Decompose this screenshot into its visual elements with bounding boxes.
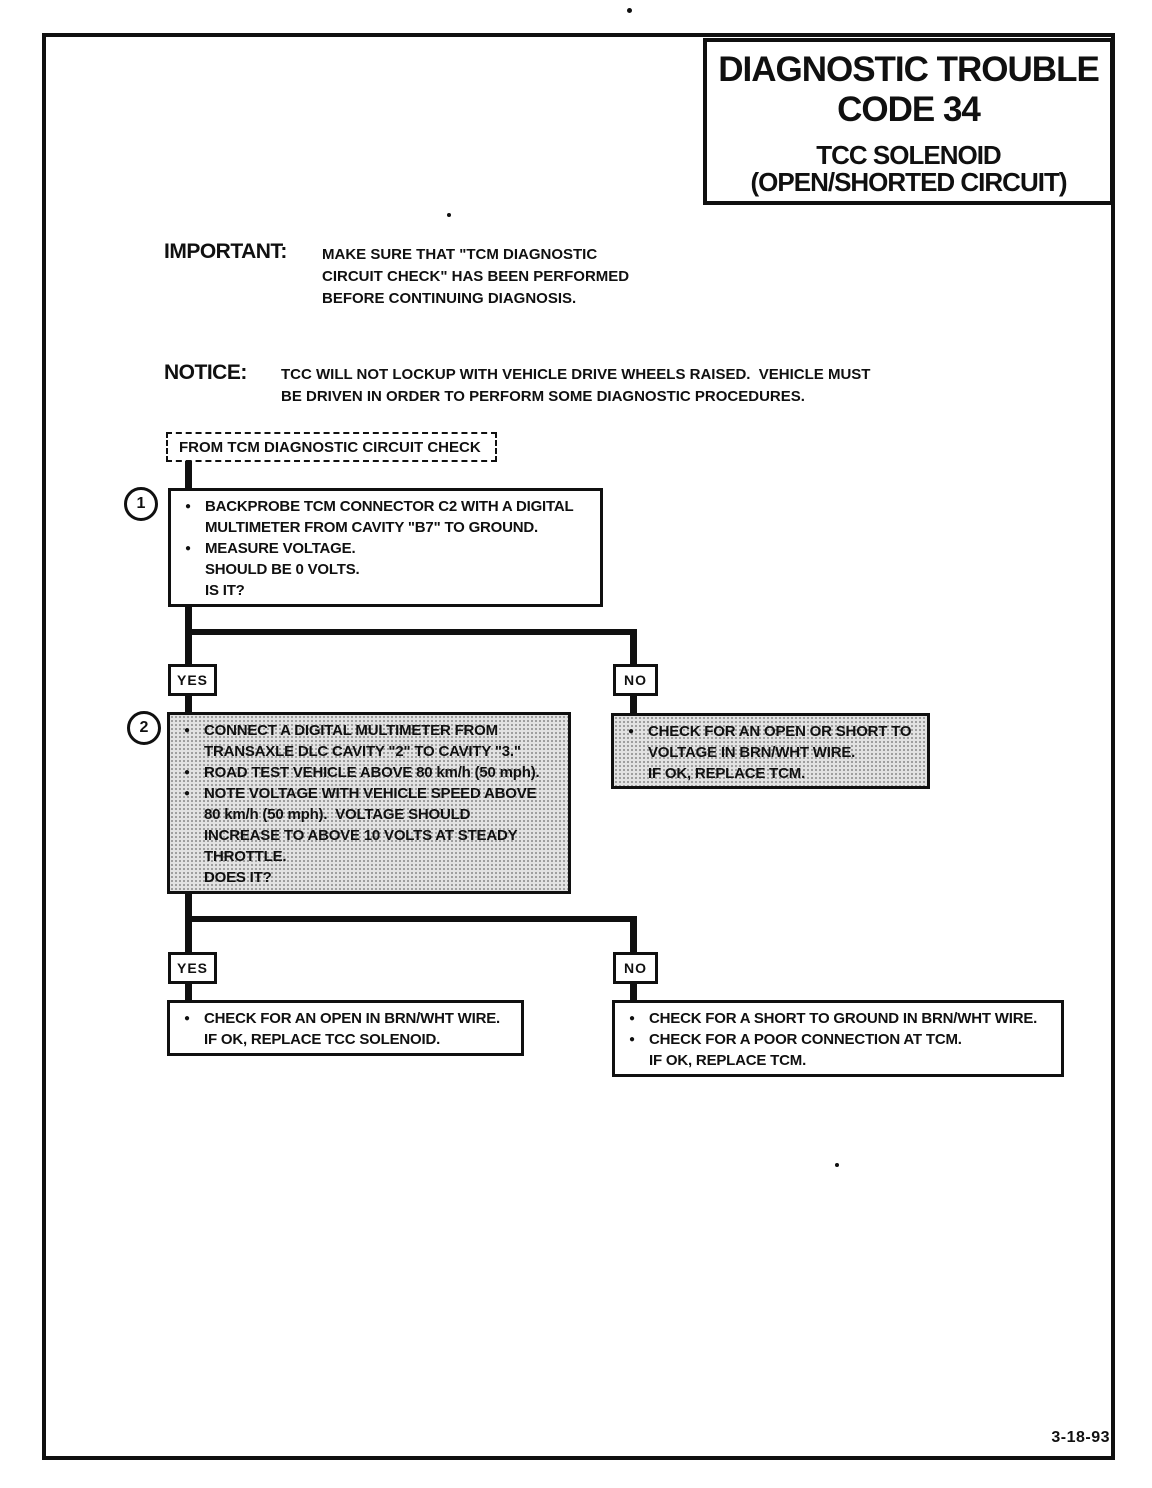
step2-text: ROAD TEST VEHICLE ABOVE 80 km/h (50 mph). (204, 764, 540, 781)
result-row (615, 1029, 1061, 1050)
result-text: IF OK, REPLACE TCM. (648, 765, 806, 782)
step2-row (170, 762, 568, 783)
page-title-line1: DIAGNOSTIC TROUBLE (718, 50, 1099, 89)
step1-row (171, 496, 600, 517)
bullet-icon (184, 867, 204, 888)
bullet-icon: ● (629, 1034, 636, 1045)
yes-box-1 (168, 664, 217, 696)
yes-label: YES (176, 960, 208, 976)
step-number: 2 (139, 719, 149, 736)
bullet-icon (184, 1029, 204, 1050)
result-text: CHECK FOR AN OPEN OR SHORT TO (648, 723, 912, 740)
result-text: VOLTAGE IN BRN/WHT WIRE. (648, 744, 856, 761)
step2-text: 80 km/h (50 mph). VOLTAGE SHOULD (204, 806, 471, 823)
connector-line (185, 984, 192, 1000)
bullet-icon (185, 559, 205, 580)
bullet-icon (629, 1050, 649, 1071)
page-title-line2: CODE 34 (837, 90, 980, 129)
step2-row (170, 825, 568, 846)
result-row (614, 763, 927, 784)
step1-text: MEASURE VOLTAGE. (205, 540, 356, 557)
bullet-icon: ● (185, 501, 192, 512)
bullet-icon (628, 763, 648, 784)
result-yes2-box (167, 1000, 524, 1056)
bullet-icon (185, 580, 205, 601)
connector-line (630, 916, 637, 952)
bullet-icon: ● (184, 725, 191, 736)
step1-text: IS IT? (205, 582, 245, 599)
connector-line (185, 916, 637, 922)
connector-line (185, 696, 192, 713)
flow-step1-box (168, 488, 603, 607)
step2-text: TRANSAXLE DLC CAVITY "2" TO CAVITY "3." (204, 743, 521, 760)
result-row (170, 1008, 521, 1029)
result-row (170, 1029, 521, 1050)
step1-row (171, 538, 600, 559)
step2-text: DOES IT? (204, 869, 272, 886)
connector-line (185, 607, 192, 665)
no-box-1 (613, 664, 658, 696)
step-number: 1 (136, 495, 146, 512)
bullet-icon (184, 825, 204, 846)
step2-row (170, 867, 568, 888)
flow-step2-box (167, 712, 571, 894)
bullet-icon: ● (184, 767, 191, 778)
connector-line (630, 629, 637, 665)
important-line: BEFORE CONTINUING DIAGNOSIS. (322, 290, 577, 307)
step-number-circle-2 (127, 711, 161, 745)
result-text: CHECK FOR A SHORT TO GROUND IN BRN/WHT WIRE. (649, 1010, 1038, 1027)
connector-line (630, 696, 637, 713)
step1-row (171, 580, 600, 601)
bullet-icon: ● (628, 726, 635, 737)
result-text: IF OK, REPLACE TCC SOLENOID. (204, 1031, 441, 1048)
bullet-icon: ● (185, 543, 192, 554)
important-line: MAKE SURE THAT "TCM DIAGNOSTIC (322, 246, 598, 263)
step2-row (170, 741, 568, 762)
bullet-icon (184, 846, 204, 867)
notice-line: BE DRIVEN IN ORDER TO PERFORM SOME DIAGNOSTIC PROCEDURES. (281, 388, 805, 405)
connector-line (185, 894, 192, 952)
notice-text (281, 364, 941, 408)
important-label: IMPORTANT: (164, 240, 287, 263)
result-text: IF OK, REPLACE TCM. (649, 1052, 807, 1069)
step1-text: MULTIMETER FROM CAVITY "B7" TO GROUND. (205, 519, 539, 536)
bullet-icon (185, 517, 205, 538)
step2-text: THROTTLE. (204, 848, 287, 865)
connector-line (185, 461, 192, 489)
important-text (322, 244, 662, 310)
step2-text: NOTE VOLTAGE WITH VEHICLE SPEED ABOVE (204, 785, 537, 802)
step2-text: CONNECT A DIGITAL MULTIMETER FROM (204, 722, 498, 739)
result-row (614, 742, 927, 763)
title-block (703, 38, 1114, 205)
step1-text: SHOULD BE 0 VOLTS. (205, 561, 360, 578)
result-no2-box (612, 1000, 1064, 1077)
result-text: CHECK FOR A POOR CONNECTION AT TCM. (649, 1031, 962, 1048)
result-row (615, 1050, 1061, 1071)
bullet-icon: ● (184, 1013, 191, 1024)
bullet-icon (628, 742, 648, 763)
notice-line: TCC WILL NOT LOCKUP WITH VEHICLE DRIVE WHEELS RAISED. VEHICLE MUST (281, 366, 871, 383)
scan-artifact-dot (627, 8, 632, 13)
revision-date: 3-18-93 (1051, 1429, 1110, 1446)
important-line: CIRCUIT CHECK" HAS BEEN PERFORMED (322, 268, 630, 285)
step2-text: INCREASE TO ABOVE 10 VOLTS AT STEADY (204, 827, 518, 844)
bullet-icon (184, 804, 204, 825)
notice-label: NOTICE: (164, 361, 247, 384)
no-label: NO (624, 672, 647, 688)
yes-box-2 (168, 952, 217, 984)
result-text: CHECK FOR AN OPEN IN BRN/WHT WIRE. (204, 1010, 500, 1027)
step1-row (171, 559, 600, 580)
step2-row (170, 804, 568, 825)
step2-row (170, 720, 568, 741)
result-row (615, 1008, 1061, 1029)
result-row (614, 721, 927, 742)
flow-entry-box (166, 432, 497, 462)
bullet-icon: ● (184, 788, 191, 799)
page-subtitle-line2: (OPEN/SHORTED CIRCUIT) (750, 167, 1067, 197)
bullet-icon (184, 741, 204, 762)
step2-row (170, 846, 568, 867)
step1-row (171, 517, 600, 538)
step2-row (170, 783, 568, 804)
page-subtitle-line1: TCC SOLENOID (816, 140, 1001, 170)
step-number-circle-1 (124, 487, 158, 521)
no-box-2 (613, 952, 658, 984)
flow-entry-label: FROM TCM DIAGNOSTIC CIRCUIT CHECK (179, 438, 481, 456)
yes-label: YES (176, 672, 208, 688)
bullet-icon: ● (629, 1013, 636, 1024)
step1-text: BACKPROBE TCM CONNECTOR C2 WITH A DIGITAL (205, 498, 574, 515)
no-label: NO (624, 960, 647, 976)
result-no1-box (611, 713, 930, 789)
connector-line (630, 984, 637, 1000)
connector-line (185, 629, 637, 635)
